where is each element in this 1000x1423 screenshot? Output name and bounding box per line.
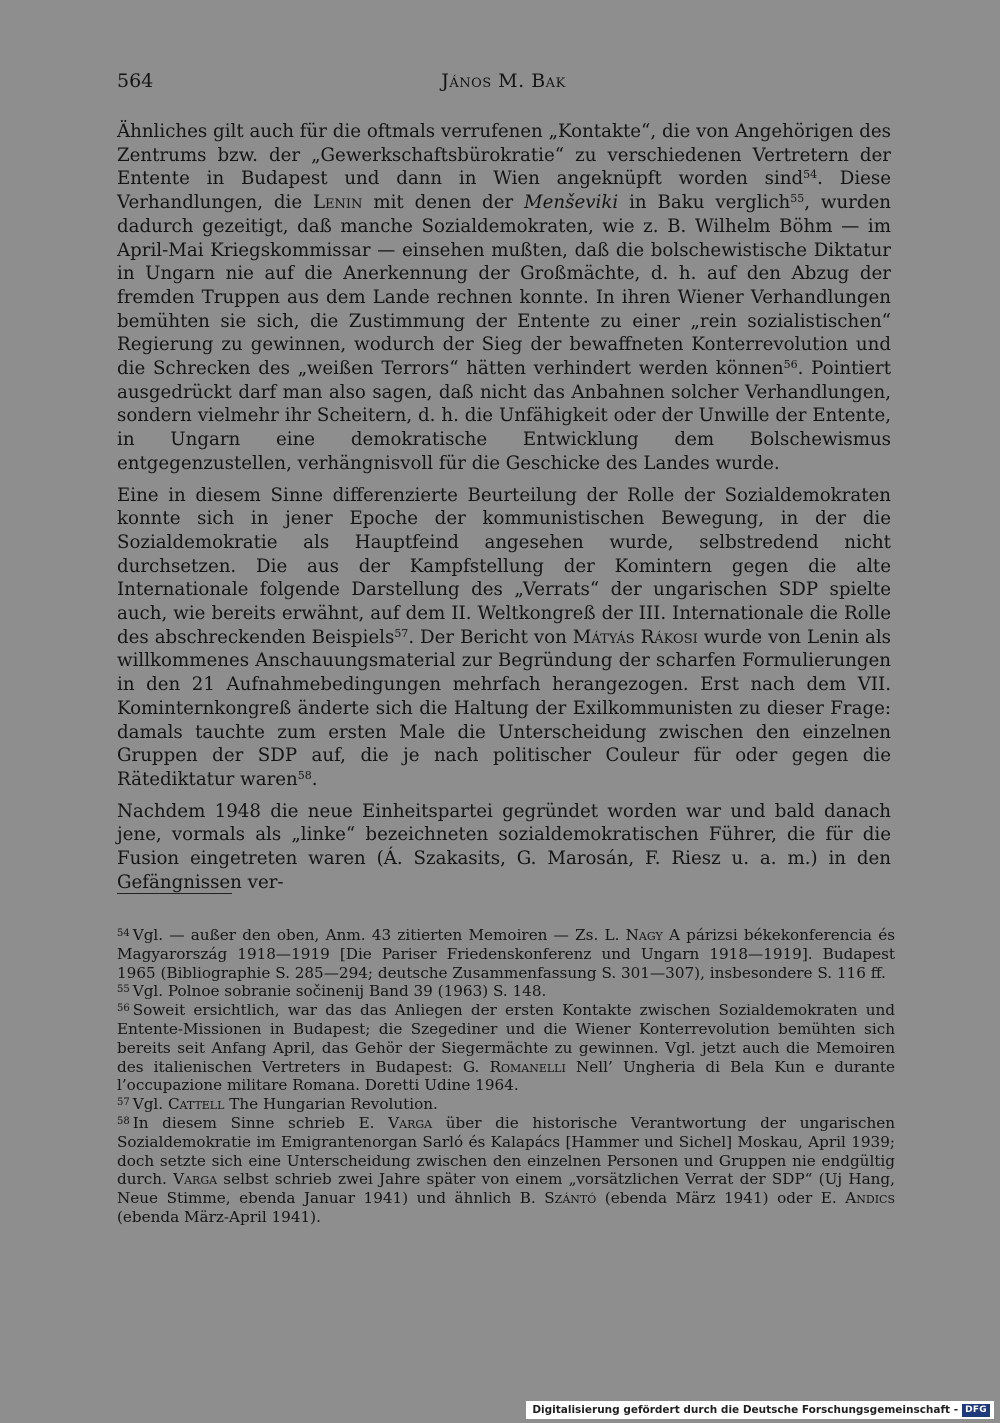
footnotes — [117, 926, 895, 1227]
running-head — [117, 70, 890, 98]
footnote-text: Vgl. Cattell The Hungarian Revolution. — [132, 1095, 438, 1114]
footnote-number: 58 — [117, 1115, 130, 1127]
footnote-divider — [117, 893, 232, 894]
footnote-text: In diesem Sinne schrieb E. Varga über die historische Verantwortung der ungarischen Sozialdemokratie im Emigrantenorgan Sarló és Kalapács [Hammer und Sichel] Moskau, April 1939; doch setzte sich eine Unterscheidung zwischen den einzelnen Personen und Gruppen nie endgültig durch. Varga selbst schrieb zwei Jahre später von einem „vorsätzlichen Verrat der SDP“ (Uj Hang, Neue Stimme, ebenda Januar 1941) und ähnlich B. Szántó (ebenda März 1941) oder E. Andics (ebenda März-April 1941). — [117, 1113, 895, 1226]
footnote — [117, 1001, 895, 1095]
small-caps-name: Romanelli — [489, 1057, 566, 1076]
digitization-note: Digitalisierung gefördert durch die Deutsche Forschungsgemeinschaft - — [532, 1404, 959, 1416]
footnote-reference: 57 — [394, 626, 409, 640]
footnote-reference: 58 — [297, 768, 312, 782]
footnote — [117, 1095, 895, 1114]
small-caps-name: Mátyás Rákosi — [572, 626, 698, 648]
small-caps-name: Varga — [173, 1170, 218, 1189]
paragraph: Eine in diesem Sinne differenzierte Beurteilung der Rolle der Sozialdemokraten konnte sich in jener Epoche der kommunistischen Bewegung, in der die Sozialdemokratie als Hauptfeind angesehen wurde, selbstredend nicht durchsetzen. Die aus der Kampfstellung der Komintern gegen die alte Internationale folgende Darstellung des „Verrats“ der ungarischen SDP spielte auch, wie bereits erwähnt, auf dem II. Weltkongreß der III. Internationale die Rolle des abschreckenden Beispiels$^{57}$. Der Bericht von Mátyás Rákosi wurde von Lenin als willkommenes Anschauungsmaterial zur Begründung der scharfen Formulierungen in den 21 Aufnahmebedingungen mehrfach herangezogen. Erst nach dem VII. Kominternkongreß änderte sich die Haltung der Exilkommunisten zu dieser Frage: damals tauchte zum ersten Male die Unterscheidung zwischen den einzelnen Gruppen der SDP auf, die je nach politischer Couleur für oder gegen die Rätediktatur waren$^{58}$. — [117, 484, 892, 790]
small-caps-name: Cattell — [167, 1095, 225, 1114]
paragraph: Nachdem 1948 die neue Einheitspartei gegründet worden war und bald danach jene, vormals als „linke“ bezeichneten sozialdemokratischen Führer, die für die Fusion eingetreten waren (Á. Szakasits, G. Marosán, F. Riesz u. a. m.) in den Gefängnissen ver- — [117, 800, 891, 893]
small-caps-name: Nagy — [625, 926, 663, 944]
page-number: 564 — [117, 70, 154, 92]
footnote-text: Vgl. Polnoe sobranie sočinenij Band 39 (1963) S. 148. — [132, 982, 547, 1001]
footnote-text: Vgl. — außer den oben, Anm. 43 zitierten Memoiren — Zs. L. Nagy A párizsi békekonferencia és Magyarország 1918—1919 [Die Pariser Friedenskonferenz und Ungarn 1918—1919]. Budapest 1965 (Bibliographie S. 285—294; deutsche Zusammenfassung S. 301—307), insbesondere S. 116 ff. — [117, 926, 895, 982]
small-caps-name: Lenin — [312, 192, 363, 214]
body-text — [117, 120, 891, 903]
footnote-text: Soweit ersichtlich, war das das Anliegen der ersten Kontakte zwischen Sozialdemokraten und Entente-Missionen in Budapest; die Szegediner und die Wiener Konterrevolution bemühten sich bereits seit Anfang April, das Gehör der Siegermächte zu gewinnen. Vgl. jetzt auch die Memoiren des italienischen Vertreters in Budapest: G. Romanelli Nell’ Ungheria di Bela Kun e durante l’occupazione militare Romana. Doretti Udine 1964. — [117, 1001, 895, 1095]
footnote — [117, 1114, 895, 1227]
digitization-footer — [526, 1401, 994, 1419]
footnote-number: 56 — [117, 1003, 130, 1015]
footnote-number: 57 — [117, 1097, 130, 1109]
footnote — [117, 926, 895, 982]
footnote-reference: 54 — [803, 168, 818, 182]
footnote-reference: 55 — [790, 192, 805, 206]
small-caps-name: Varga — [388, 1113, 433, 1132]
footnote — [117, 982, 895, 1001]
running-title: János M. Bak — [441, 70, 566, 92]
small-caps-name: Szántó — [544, 1189, 597, 1208]
paragraph: Ähnliches gilt auch für die oftmals verrufenen „Kontakte“, die von Angehörigen des Zentrums bzw. der „Gewerkschaftsbürokratie“ zu verschiedenen Vertretern der Entente in Budapest und dann in Wien angeknüpft worden sind$^{54}$. Diese Verhandlungen, die Lenin mit denen der Menševiki in Baku verglich$^{55}$, wurden dadurch gezeitigt, daß manche Sozialdemokraten, wie z. B. Wilhelm Böhm — im April-Mai Kriegskommissar — einsehen mußten, daß die bolschewistische Diktatur in Ungarn nie auf die Anerkennung der Großmächte, d. h. auf den Abzug der fremden Truppen aus dem Lande rechnen konnte. In ihren Wiener Verhandlungen bemühten sie sich, die Zustimmung der Entente zu einer „rein sozialistischen“ Regierung zu gewinnen, wodurch der Sieg der bewaffneten Konterrevolution und die Schrecken des „weißen Terrors“ hätten verhindert werden können$^{56}$. Pointiert ausgedrückt darf man also sagen, daß nicht das Anbahnen solcher Verhandlungen, sondern vielmehr ihr Scheitern, d. h. die Unfähigkeit oder der Unwille der Entente, in Ungarn eine demokratische Entwicklung dem Bolschewismus entgegenzustellen, verhängnisvoll für die Geschicke des Landes wurde. — [117, 121, 892, 474]
footnote-number: 54 — [117, 928, 130, 939]
small-caps-name: Andics — [845, 1189, 895, 1208]
dfg-logo-icon: DFG — [962, 1404, 990, 1417]
italic-term: Menševiki — [524, 192, 619, 214]
footnote-number: 55 — [117, 984, 130, 996]
footnote-reference: 56 — [783, 358, 798, 372]
